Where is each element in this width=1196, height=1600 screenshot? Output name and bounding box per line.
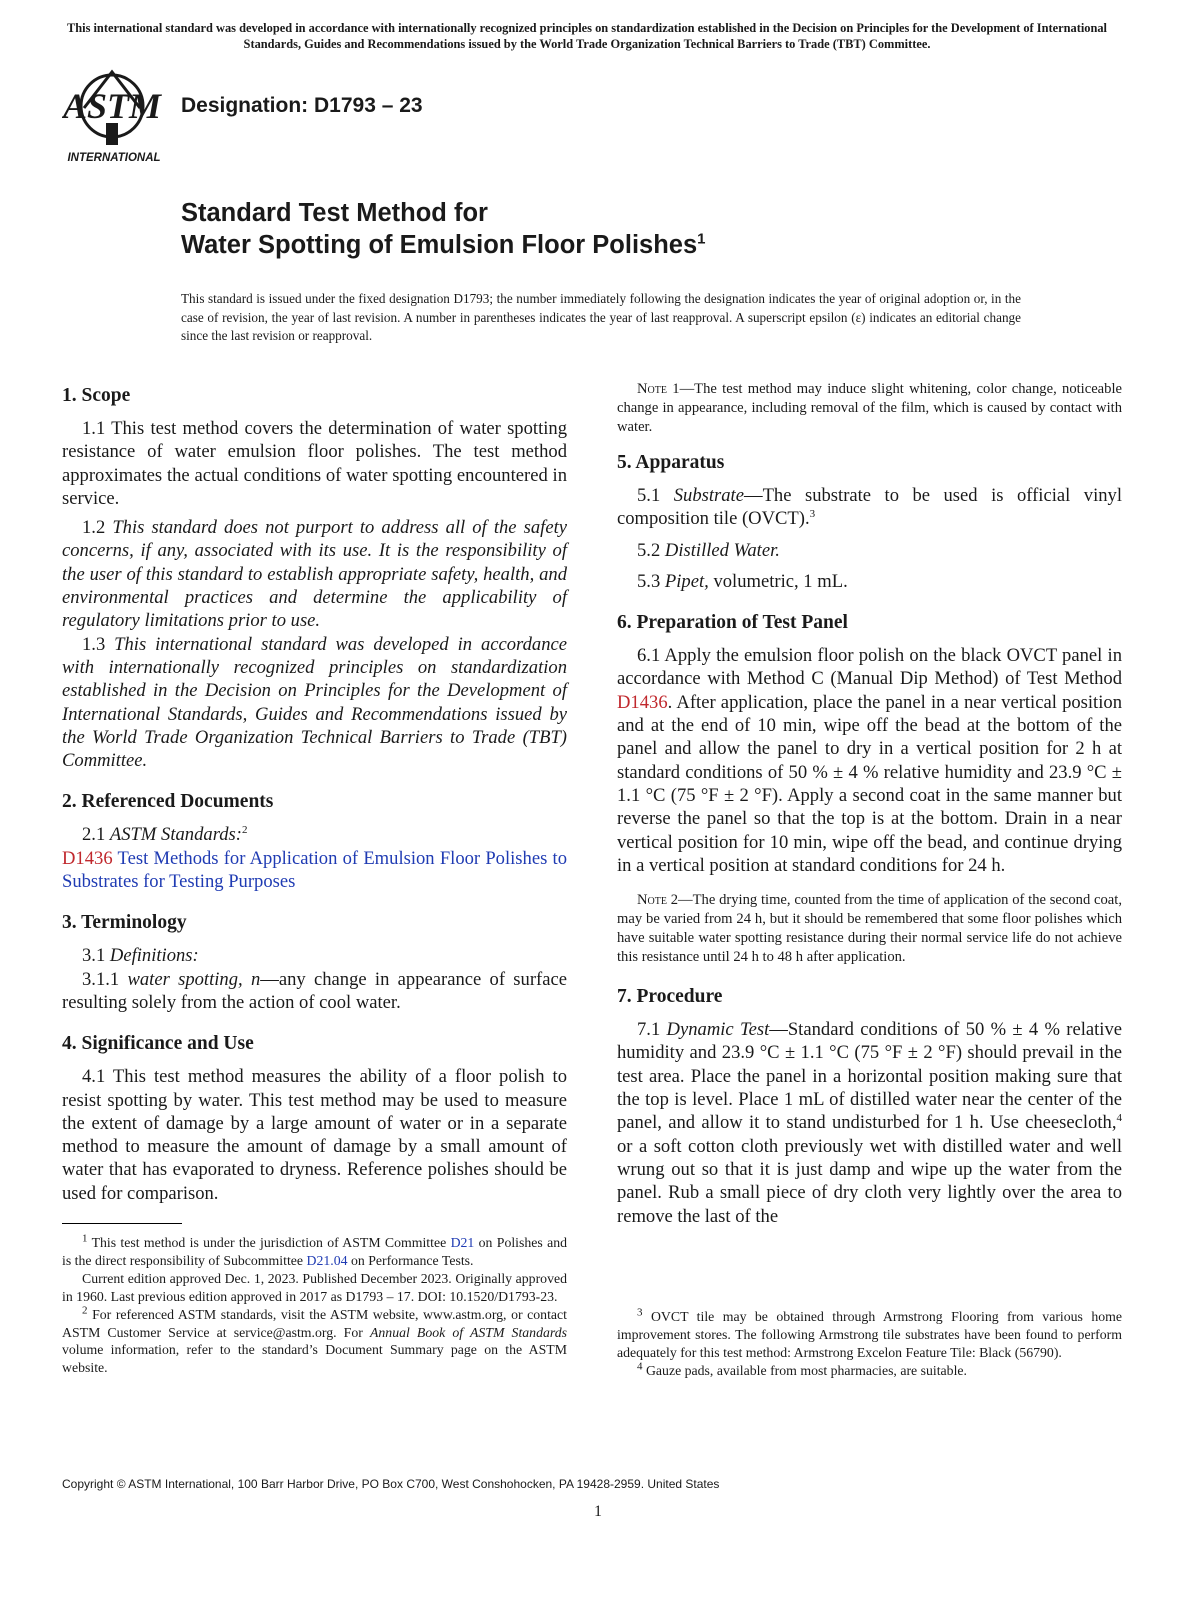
- footnote-3: $^3$ OVCT tile may be obtained through Armstrong Flooring from various home improvement stores. The following Armstrong tile substrates have been found to perform adequately for this test method: Armstrong Excelon Feature Tile: Black (56790).: [617, 1306, 1123, 1360]
- section-6-heading: 6. Preparation of Test Panel: [617, 612, 848, 634]
- footnote-4: $^4$ Gauze pads, available from most pharmacies, are suitable.: [637, 1360, 967, 1378]
- title-footnote-marker: 1: [697, 230, 706, 248]
- para-7-1: 7.1 Dynamic Test—Standard conditions of 50 % ± 4 % relative humidity and 23.9 °C ± 1.1 °C (75 °F ± 2 °F) should prevail in the test area. Place the panel in a horizontal position making sure that the top is level. Place 1 mL of distilled water near the center of the panel, and allow it to stand undisturbed for 1 h. Use cheesecloth,$^4$ or a soft cotton cloth previously wet with distilled water and well wrung out so that it is just damp and wipe up the water from the panel. Rub a small piece of dry cloth very lightly over the area to remove the last of the: [617, 1019, 1123, 1227]
- astm-logo: [62, 68, 168, 164]
- d21-link[interactable]: D21: [450, 1235, 475, 1250]
- logo-text: INTERNATIONAL: [67, 152, 161, 164]
- title-line-1: Standard Test Method for: [181, 199, 488, 227]
- section-4-heading: 4. Significance and Use: [62, 1033, 254, 1055]
- right-column: [617, 380, 1122, 1228]
- ref-title-link[interactable]: Test Methods for Application of Emulsion Floor Polishes to Substrates for Testing Purposes: [62, 847, 568, 893]
- note-2: Note 2—The drying time, counted from the time of application of the second coat, may be varied from 24 h, but it should be remembered that some floor polishes which have suitable water spotting resistance during their normal service life do not achieve this resistance until 24 h to 48 h after application.: [617, 892, 1122, 966]
- section-2-heading: 2. Referenced Documents: [62, 791, 274, 813]
- ref-code-link[interactable]: D1436: [62, 847, 113, 869]
- section-5-heading: 5. Apparatus: [617, 452, 725, 473]
- para-1-3: 1.3 This international standard was developed in accordance with internationally recognized principles on standardization established in the Decision on Principles for the Development of International Standards, Guides and Recommendations issued by the World Trade Organization Technical Barriers to Trade (TBT) Committee.: [62, 633, 568, 772]
- para-1-1: 1.1 This test method covers the determination of water spotting resistance of water emulsion floor polishes. The test method approximates the actual conditions of water spotting encountered in service.: [62, 418, 567, 509]
- designation: Designation: D1793 – 23: [181, 94, 423, 117]
- logo-letters: ASTM: [62, 86, 162, 126]
- page-title: [181, 197, 706, 261]
- astm-logo-icon: [62, 68, 168, 164]
- page-number: 1: [594, 1503, 602, 1520]
- para-2-1: 2.1 ASTM Standards:$^2$: [82, 824, 248, 846]
- para-4-1: 4.1 This test method measures the ability of a floor polish to resist spotting by water. This test method may be used to measure the extent of damage by a large amount of water or in a separate method to measure the amount of damage by a small amount of water that has evaporated to dryness. Reference polishes should be used for comparison.: [62, 1066, 567, 1204]
- left-column: [62, 384, 567, 1205]
- issued-note: This standard is issued under the fixed designation D1793; the number immediately following the designation indicates the year of original adoption or, in the case of revision, the year of last revision. A number in parentheses indicates the year of last reapproval. A superscript epsilon (ε) indicates an editorial change since the last revision or reapproval.: [181, 291, 1021, 343]
- d21-04-link[interactable]: D21.04: [306, 1252, 348, 1268]
- copyright: Copyright © ASTM International, 100 Barr Harbor Drive, PO Box C700, West Conshohocken, PA 19428-2959. United States: [62, 1477, 720, 1491]
- note-1: Note 1—The test method may induce slight whitening, color change, noticeable change in appearance, including removal of the film, which is caused by contact with water.: [617, 381, 1122, 435]
- section-7-heading: 7. Procedure: [617, 986, 723, 1008]
- title-line-2: Water Spotting of Emulsion Floor Polishes: [181, 231, 698, 259]
- para-3-1-1: 3.1.1 water spotting, n—any change in appearance of surface resulting solely from the action of cool water.: [62, 968, 567, 1013]
- para-1-2: 1.2 This standard does not purport to address all of the safety concerns, if any, associated with its use. It is the responsibility of the user of this standard to establish appropriate safety, health, and environmental practices and determine the applicability of regulatory limitations prior to use.: [62, 517, 567, 632]
- footnote-1-edition: Current edition approved Dec. 1, 2023. Published December 2023. Originally approved in 1960. Last previous edition approved in 2017 as D1793 – 17. DOI: 10.1520/D1793-23.: [62, 1270, 567, 1304]
- section-1-heading: 1. Scope: [62, 385, 131, 406]
- footnote-1: $^1$ This test method is under the jurisdiction of ASTM Committee D21 on Polishes and is the direct responsibility of Subcommittee D21.04 on Performance Tests.: [62, 1232, 568, 1268]
- right-footnotes: [617, 1308, 1122, 1380]
- d1436-link[interactable]: D1436: [617, 691, 668, 713]
- para-5-1: 5.1 Substrate—The substrate to be used is official vinyl composition tile (OVCT).$^3$: [617, 485, 1122, 530]
- para-5-3: 5.3 Pipet, volumetric, 1 mL.: [637, 570, 848, 592]
- left-footnotes: [62, 1223, 567, 1377]
- top-note: This international standard was developed in accordance with internationally recognized principles on standardization established in the Decision on Principles for the Development of International Standards, Guides and Recommendations issued by the World Trade Organization Technical Barriers to Trade (TBT) Committee.: [66, 21, 1108, 51]
- reference-d1436[interactable]: [62, 847, 567, 894]
- section-3-heading: 3. Terminology: [62, 912, 187, 934]
- para-3-1: 3.1 Definitions:: [82, 945, 199, 967]
- para-5-2: 5.2 Distilled Water.: [637, 539, 780, 561]
- footnote-2: $^2$ For referenced ASTM standards, visit the ASTM website, www.astm.org, or contact ASTM Customer Service at service@astm.org. For Annual Book of ASTM Standards volume information, refer to the standard’s Document Summary page on the ASTM website.: [62, 1304, 567, 1376]
- para-6-1: 6.1 Apply the emulsion floor polish on the black OVCT panel in accordance with Method C (Manual Dip Method) of Test Method D1436. After application, place the panel in a near vertical position and at the end of 10 min, wipe off the bead at the bottom of the panel and allow the panel to dry in a vertical position for 2 h at standard conditions of 50 % ± 4 % relative humidity and 23.9 °C ± 1.1 °C (75 °F ± 2 °F). Apply a second coat in the same manner but reverse the panel so that the top is at the bottom. Drain in a near vertical position for 10 min, wipe off the bead, and continue drying in a vertical position at standard conditions for 24 h.: [617, 645, 1122, 876]
